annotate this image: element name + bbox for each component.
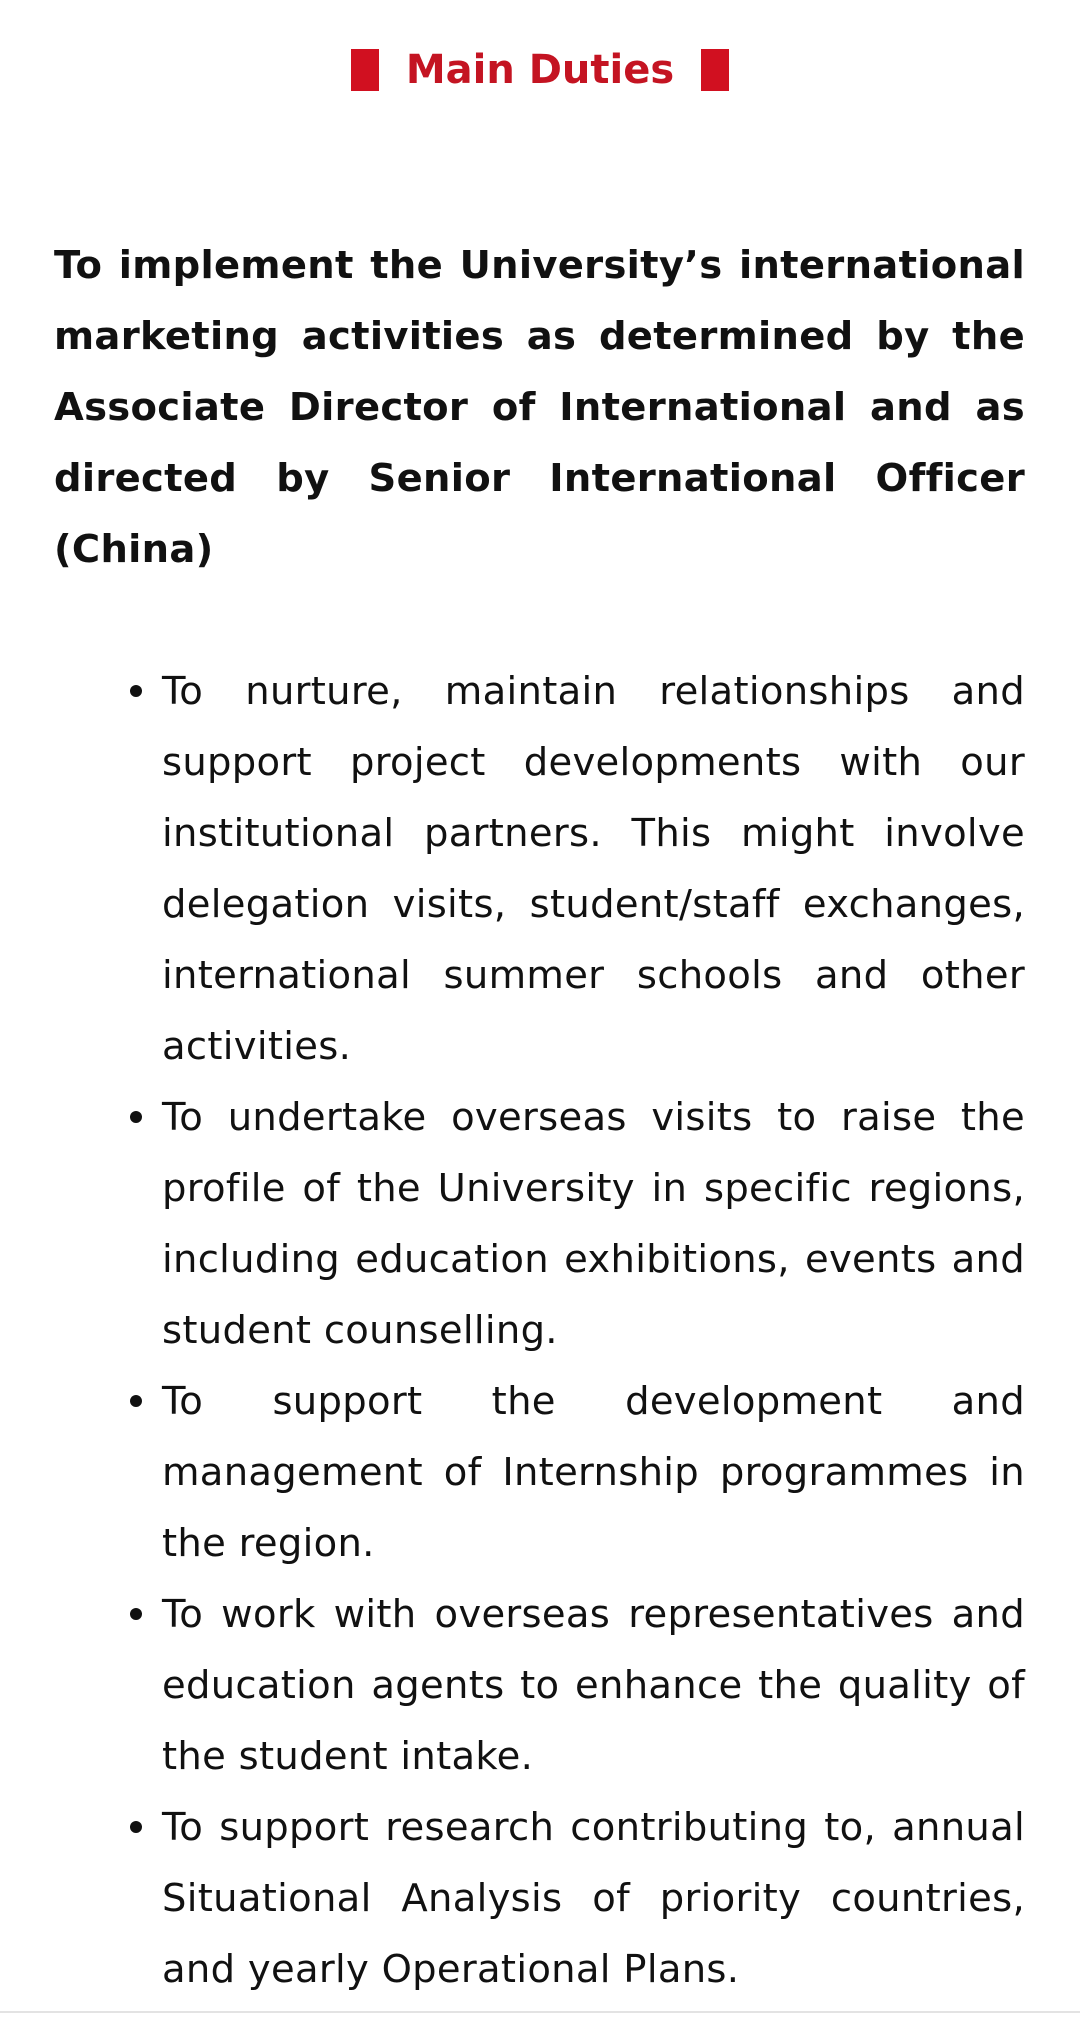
duty-item xyxy=(162,656,1025,1082)
duty-text: To nurture, maintain relationships and support project developments with our institutional partners. This might involve delegation visits, student/staff exchanges, international summer schools and other activities. xyxy=(162,669,1025,1069)
duties-list xyxy=(54,656,1025,2005)
duty-item xyxy=(162,1579,1025,1792)
bullet-icon xyxy=(130,1395,142,1407)
duty-item xyxy=(162,1792,1025,2005)
bullet-icon xyxy=(130,1111,142,1123)
section-title: Main Duties xyxy=(405,47,675,93)
bullet-icon xyxy=(130,685,142,697)
duty-text: To undertake overseas visits to raise the profile of the University in specific regions, including education exhibitions, events and student counselling. xyxy=(162,1095,1025,1353)
duty-text: To work with overseas representatives and education agents to enhance the quality of the student intake. xyxy=(162,1592,1025,1779)
duty-text: To support the development and management of Internship programmes in the region. xyxy=(162,1379,1025,1566)
bottom-divider xyxy=(0,2011,1080,2013)
header-marker-left xyxy=(351,49,379,91)
header-marker-right xyxy=(701,49,729,91)
bullet-icon xyxy=(130,1821,142,1833)
bullet-icon xyxy=(130,1608,142,1620)
duty-item xyxy=(162,1366,1025,1579)
duty-text: To support research contributing to, annual Situational Analysis of priority countries, and yearly Operational Plans. xyxy=(162,1805,1025,1992)
section-header xyxy=(0,42,1080,98)
duty-item xyxy=(162,1082,1025,1366)
duties-intro: To implement the University’s international marketing activities as determined by the Associate Director of International and as directed by Senior International Officer (China) xyxy=(54,243,1025,572)
